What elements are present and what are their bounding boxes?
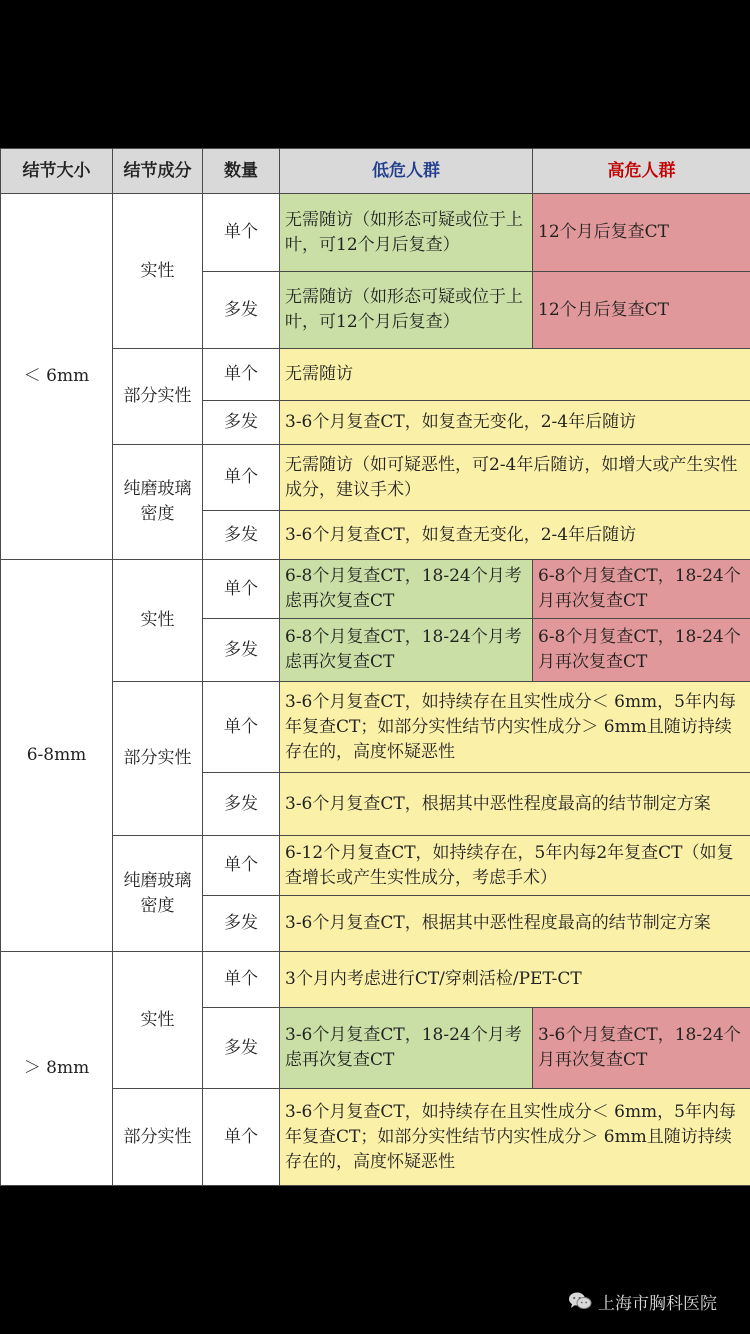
count-single: 单个 xyxy=(203,194,280,272)
header-high-risk: 高危人群 xyxy=(533,149,750,194)
count-single: 单个 xyxy=(203,682,280,773)
component-solid: 实性 xyxy=(113,194,203,349)
count-multiple: 多发 xyxy=(203,401,280,445)
header-count: 数量 xyxy=(203,149,280,194)
high-risk-cell: 6-8个月复查CT，18-24个月再次复查CT xyxy=(533,560,750,619)
header-low-risk: 低危人群 xyxy=(280,149,533,194)
table-row xyxy=(1,445,750,511)
table-row xyxy=(1,952,750,1008)
low-risk-cell: 3-6个月复查CT，18-24个月考虑再次复查CT xyxy=(280,1008,533,1089)
count-single: 单个 xyxy=(203,445,280,511)
header-size: 结节大小 xyxy=(1,149,113,194)
shared-cell: 无需随访（如可疑恶性，可2-4年后随访，如增大或产生实性成分，建议手术） xyxy=(280,445,750,511)
shared-cell: 无需随访 xyxy=(280,349,750,401)
nodule-followup-table xyxy=(0,148,750,1186)
watermark xyxy=(568,1288,717,1314)
shared-cell: 3-6个月复查CT，根据其中恶性程度最高的结节制定方案 xyxy=(280,773,750,836)
count-multiple: 多发 xyxy=(203,896,280,952)
watermark-text: 上海市胸科医院 xyxy=(598,1293,717,1314)
size-gt8: ＞ 8mm xyxy=(1,952,113,1186)
count-multiple: 多发 xyxy=(203,773,280,836)
component-solid: 实性 xyxy=(113,952,203,1089)
low-risk-cell: 无需随访（如形态可疑或位于上叶，可12个月后复查） xyxy=(280,272,533,349)
guideline-sheet xyxy=(0,148,750,1314)
high-risk-cell: 12个月后复查CT xyxy=(533,272,750,349)
count-single: 单个 xyxy=(203,560,280,619)
low-risk-cell: 无需随访（如形态可疑或位于上叶，可12个月后复查） xyxy=(280,194,533,272)
shared-cell: 3-6个月复查CT，如复查无变化，2-4年后随访 xyxy=(280,401,750,445)
header-row xyxy=(1,149,750,194)
component-part-solid: 部分实性 xyxy=(113,1089,203,1186)
shared-cell: 3-6个月复查CT，如复查无变化，2-4年后随访 xyxy=(280,511,750,560)
table-row xyxy=(1,1089,750,1186)
table-row xyxy=(1,194,750,272)
count-multiple: 多发 xyxy=(203,1008,280,1089)
low-risk-cell: 6-8个月复查CT，18-24个月考虑再次复查CT xyxy=(280,560,533,619)
component-part-solid: 部分实性 xyxy=(113,349,203,445)
low-risk-cell: 6-8个月复查CT，18-24个月考虑再次复查CT xyxy=(280,619,533,682)
table-row xyxy=(1,349,750,401)
count-multiple: 多发 xyxy=(203,511,280,560)
header-component: 结节成分 xyxy=(113,149,203,194)
high-risk-cell: 12个月后复查CT xyxy=(533,194,750,272)
wechat-icon xyxy=(568,1291,592,1311)
count-multiple: 多发 xyxy=(203,619,280,682)
component-ggo: 纯磨玻璃密度 xyxy=(113,445,203,560)
high-risk-cell: 6-8个月复查CT，18-24个月再次复查CT xyxy=(533,619,750,682)
count-single: 单个 xyxy=(203,952,280,1008)
component-solid: 实性 xyxy=(113,560,203,682)
count-single: 单个 xyxy=(203,836,280,896)
size-6-8: 6-8mm xyxy=(1,560,113,952)
high-risk-cell: 3-6个月复查CT，18-24个月再次复查CT xyxy=(533,1008,750,1089)
table-row xyxy=(1,836,750,896)
shared-cell: 3个月内考虑进行CT/穿刺活检/PET-CT xyxy=(280,952,750,1008)
shared-cell: 3-6个月复查CT，如持续存在且实性成分＜ 6mm，5年内每年复查CT；如部分实性结节内实性成分＞ 6mm且随访持续存在的，高度怀疑恶性 xyxy=(280,1089,750,1186)
component-ggo: 纯磨玻璃密度 xyxy=(113,836,203,952)
size-lt6: ＜ 6mm xyxy=(1,194,113,560)
count-single: 单个 xyxy=(203,349,280,401)
shared-cell: 3-6个月复查CT，根据其中恶性程度最高的结节制定方案 xyxy=(280,896,750,952)
count-single: 单个 xyxy=(203,1089,280,1186)
shared-cell: 6-12个月复查CT，如持续存在，5年内每2年复查CT（如复查增长或产生实性成分，考虑手术） xyxy=(280,836,750,896)
table-row xyxy=(1,560,750,619)
component-part-solid: 部分实性 xyxy=(113,682,203,836)
count-multiple: 多发 xyxy=(203,272,280,349)
shared-cell: 3-6个月复查CT，如持续存在且实性成分＜ 6mm，5年内每年复查CT；如部分实性结节内实性成分＞ 6mm且随访持续存在的，高度怀疑恶性 xyxy=(280,682,750,773)
table-row xyxy=(1,682,750,773)
